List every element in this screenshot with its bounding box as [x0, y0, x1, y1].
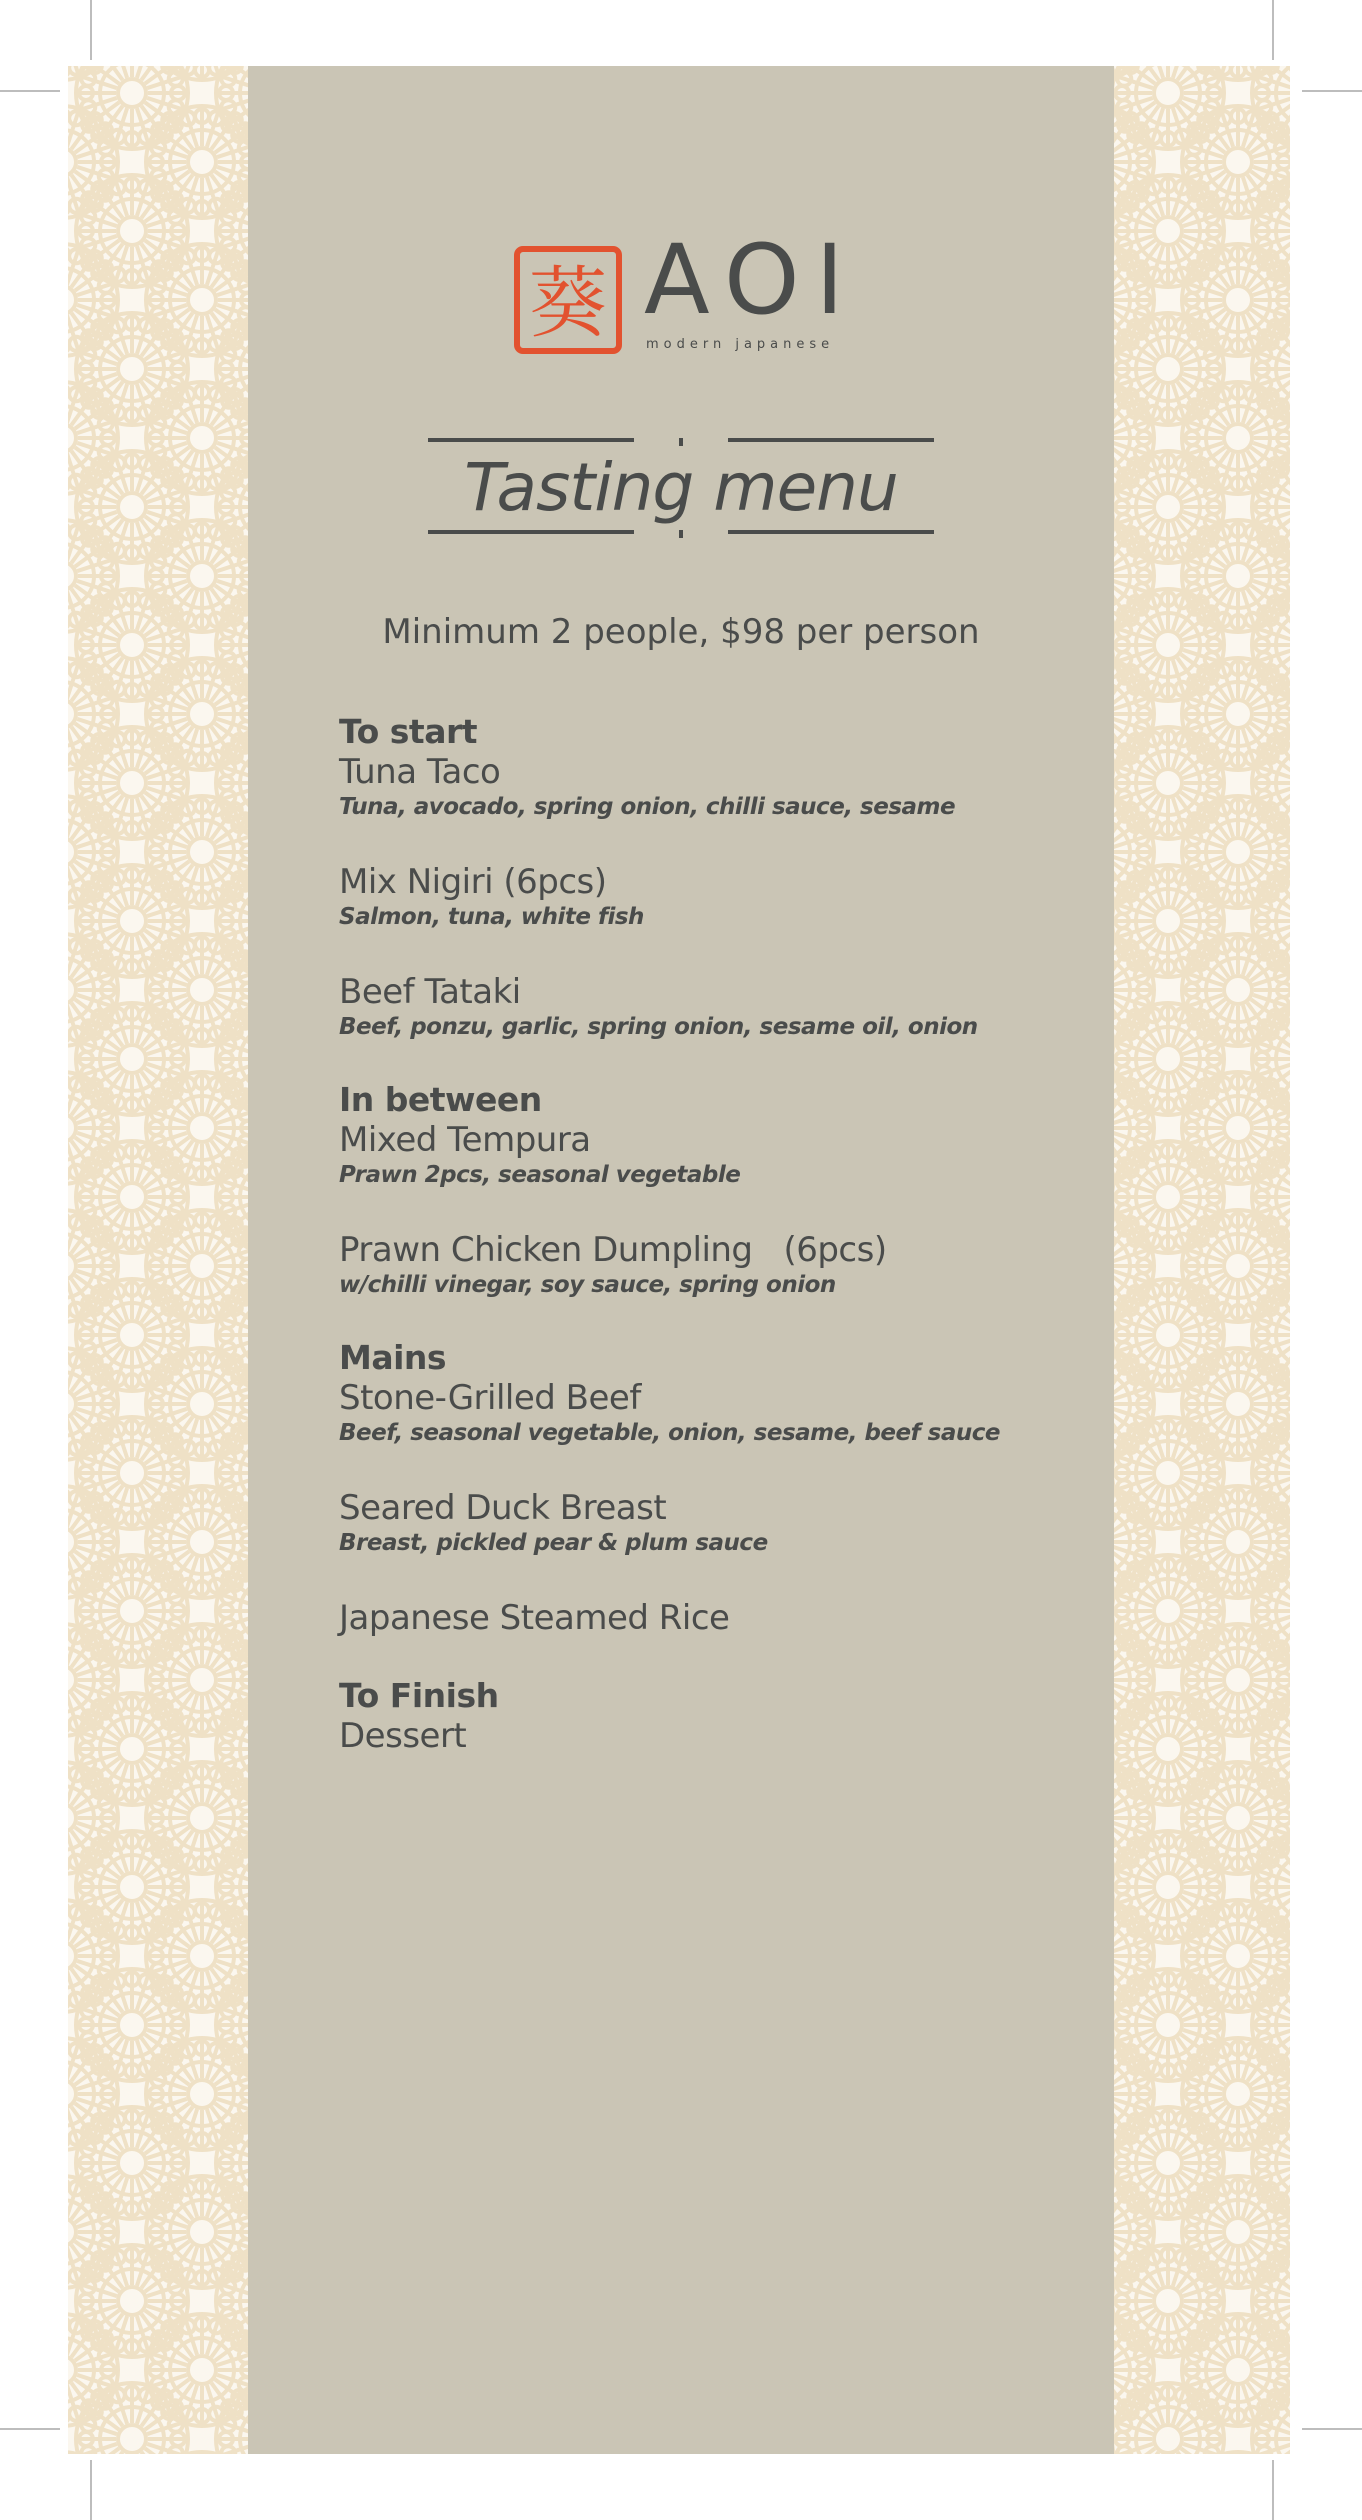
dish-description: Beef, ponzu, garlic, spring onion, sesame oil, onion	[339, 1014, 978, 1040]
title-frame	[428, 438, 934, 538]
trim-mark	[1302, 90, 1362, 92]
chrysanthemum-pattern-icon	[1114, 66, 1290, 2454]
dish-item	[339, 1716, 1079, 1756]
brand-tagline: modern japanese	[646, 337, 835, 352]
title-dot-bottom	[679, 530, 683, 538]
course-heading: To start	[339, 712, 478, 751]
dish-description: Tuna, avocado, spring onion, chilli sauce, sesame	[339, 794, 956, 820]
dish-name: Stone-Grilled Beef	[339, 1378, 641, 1418]
course-to-finish	[339, 1676, 1079, 1756]
trim-mark	[0, 2428, 60, 2430]
dish-description: Breast, pickled pear & plum sauce	[339, 1530, 768, 1556]
dish-name: Dessert	[339, 1716, 467, 1756]
course-heading: In between	[339, 1080, 542, 1119]
dish-description: w/chilli vinegar, soy sauce, spring onion	[339, 1272, 836, 1298]
title-rule-bottom-right	[728, 530, 934, 534]
title-rule-top-right	[728, 438, 934, 442]
dish-item	[339, 1488, 1079, 1558]
chrysanthemum-pattern-left	[68, 66, 248, 2454]
chrysanthemum-pattern-icon	[68, 66, 248, 2454]
trim-mark	[90, 2460, 92, 2520]
trim-mark	[90, 0, 92, 60]
dish-item	[339, 972, 1079, 1042]
trim-mark	[0, 90, 60, 92]
menu-title: Tasting menu	[464, 449, 898, 526]
brand-name: AOI	[644, 224, 860, 336]
dish-name: Japanese Steamed Rice	[339, 1598, 730, 1638]
title-rule-top-left	[428, 438, 634, 442]
dish-item	[339, 1378, 1079, 1448]
dish-item	[339, 1120, 1079, 1190]
dish-name: Mixed Tempura	[339, 1120, 591, 1160]
chrysanthemum-pattern-right	[1114, 66, 1290, 2454]
trim-mark	[1302, 2428, 1362, 2430]
dish-item	[339, 1598, 1079, 1638]
dish-name: Prawn Chicken Dumpling (6pcs)	[339, 1230, 887, 1270]
dish-description: Beef, seasonal vegetable, onion, sesame, beef sauce	[339, 1420, 1000, 1446]
dish-name: Tuna Taco	[339, 752, 501, 792]
dish-name: Beef Tataki	[339, 972, 521, 1012]
course-heading: Mains	[339, 1338, 447, 1377]
dish-description: Prawn 2pcs, seasonal vegetable	[339, 1162, 741, 1188]
seal-stamp-icon	[514, 246, 622, 354]
menu-subtitle: Minimum 2 people, $98 per person	[382, 612, 980, 652]
course-in-between	[339, 1080, 1079, 1300]
seal-character: 葵	[528, 259, 608, 349]
dish-description: Salmon, tuna, white fish	[339, 904, 644, 930]
title-dot-top	[679, 438, 683, 446]
dish-name: Seared Duck Breast	[339, 1488, 667, 1528]
menu-courses	[339, 712, 1079, 1794]
course-heading: To Finish	[339, 1676, 499, 1715]
dish-name: Mix Nigiri (6pcs)	[339, 862, 607, 902]
course-mains	[339, 1338, 1079, 1638]
title-rule-bottom-left	[428, 530, 634, 534]
trim-mark	[1272, 0, 1274, 60]
trim-mark	[1272, 2460, 1274, 2520]
dish-item	[339, 862, 1079, 932]
restaurant-logo	[514, 224, 860, 360]
dish-item	[339, 1230, 1079, 1300]
course-to-start	[339, 712, 1079, 1042]
dish-item	[339, 752, 1079, 822]
